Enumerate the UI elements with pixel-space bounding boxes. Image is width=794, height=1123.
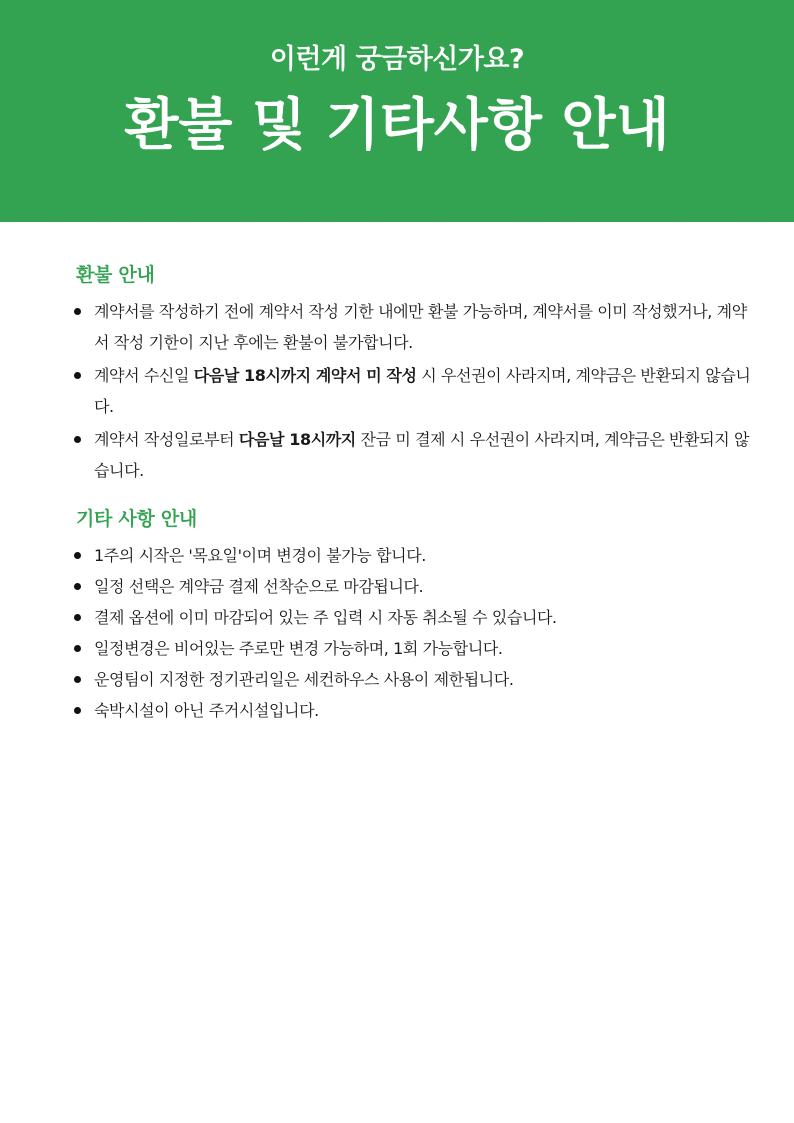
bullet-dot-icon (74, 645, 81, 652)
item-text: 결제 옵션에 이미 마감되어 있는 주 입력 시 자동 취소될 수 있습니다. (94, 608, 557, 627)
item-text: 일정변경은 비어있는 주로만 변경 가능하며, 1회 가능합니다. (94, 639, 503, 658)
header-banner (0, 0, 794, 222)
item-bold-text: 다음날 18시까지 계약서 미 작성 (193, 366, 417, 385)
item-text: 잔금 미 결제 시 우선권이 사라지며, 계약금은 반환되지 않습니다. (94, 430, 750, 480)
item-text: 계약서 작성일로부터 (94, 430, 239, 449)
item-text: 계약서 수신일 (94, 366, 194, 385)
item-text: 운영팀이 지정한 정기관리일은 세컨하우스 사용이 제한됩니다. (94, 670, 514, 689)
bullet-dot-icon (74, 552, 81, 559)
item-text: 계약서를 작성하기 전에 계약서 작성 기한 내에만 환불 가능하며, 계약서를 이미 작성했거나, 계약서 작성 기한이 지난 후에는 환불이 불가합니다. (94, 302, 747, 352)
header-title: 환불 및 기타사항 안내 (124, 93, 670, 158)
content-area (74, 258, 754, 726)
bullet-dot-icon (74, 614, 81, 621)
list-item (74, 571, 754, 602)
list-item (74, 424, 754, 486)
refund-list (74, 296, 754, 486)
item-text: 일정 선택은 계약금 결제 선착순으로 마감됩니다. (94, 577, 424, 596)
list-item (74, 695, 754, 726)
list-item (74, 633, 754, 664)
list-item (74, 602, 754, 633)
list-item (74, 664, 754, 695)
bullet-dot-icon (74, 436, 81, 443)
header-subtitle: 이런게 궁금하신가요? (269, 44, 525, 75)
refund-section (74, 258, 754, 486)
bullet-dot-icon (74, 676, 81, 683)
bullet-dot-icon (74, 308, 81, 315)
other-heading: 기타 사항 안내 (76, 508, 197, 530)
other-list (74, 540, 754, 726)
item-bold-text: 다음날 18시까지 (238, 430, 356, 449)
other-section (74, 502, 754, 726)
item-text: 1주의 시작은 '목요일'이며 변경이 불가능 합니다. (94, 546, 426, 565)
list-item (74, 296, 754, 358)
banner-torn-edge (0, 200, 794, 226)
bullet-dot-icon (74, 372, 81, 379)
list-item (74, 540, 754, 571)
item-text: 시 우선권이 사라지며, 계약금은 반환되지 않습니다. (94, 366, 751, 416)
bullet-dot-icon (74, 707, 81, 714)
list-item (74, 360, 754, 422)
item-text: 숙박시설이 아닌 주거시설입니다. (94, 701, 319, 720)
bullet-dot-icon (74, 583, 81, 590)
refund-heading: 환불 안내 (76, 264, 155, 286)
